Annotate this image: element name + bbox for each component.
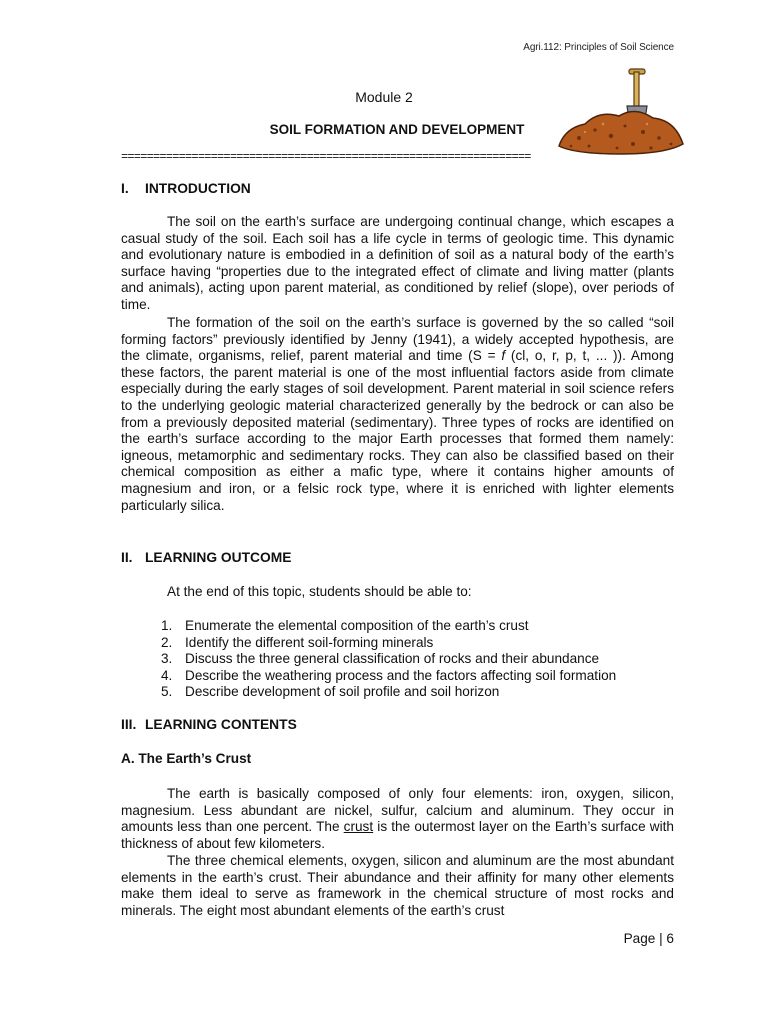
running-header: Agri.112: Principles of Soil Science [523,42,674,53]
intro-paragraph-2: The formation of the soil on the earth’s surface is governed by the so called “soil forming factors” previously identified by Jenny (1941), a widely accepted hypothesis, are the climate, organisms, relief, parent material and time (S = f (cl, o, r, p, t, ... )). Among these factors, the parent material is one of the most influential factors aside from climate especially during the early stages of soil development. Parent material in soil science refers to the underlying geologic material characterized generally by the bedrock or can also be from a previously deposited material (sedimentary). Three types of rocks are identified on the earth’s surface according to the major Earth processes that formed them namely: igneous, metamorphic and sedimentary rocks. They can also be classified based on their chemical composition as either a mafic type, where it contains higher amounts of magnesium and iron, or a felsic rock type, where it is enriched with lighter elements particularly silica. [121,315,674,513]
section-number: II. [121,550,133,565]
intro-paragraph-1: The soil on the earth’s surface are undergoing continual change, which escapes a casual study of the soil. Each soil has a life cycle in terms of geologic time. This dynamic and evolutionary nature is embodied in a definition of soil as a natural body of the earth’s surface having “properties due to the integrated effect of climate and living matter (plants and animals), acting upon parent material, as conditioned by relief (slope), over periods of time. [121,214,674,312]
list-item: 2. Identify the different soil-forming minerals [161,634,434,650]
term-crust: crust [343,819,374,835]
module-title: SOIL FORMATION AND DEVELOPMENT [269,122,525,137]
page-number: Page | 6 [623,931,674,946]
title-rule: ================================================================ [121,150,531,164]
section-title: LEARNING OUTCOME [145,550,292,565]
outcome-lead: At the end of this topic, students should be able to: [167,584,472,599]
section-number: I. [121,181,129,196]
section-heading-learning-outcome [121,550,291,565]
subsection-heading-earths-crust: A. The Earth’s Crust [121,751,252,766]
section-heading-introduction [121,181,251,196]
list-item: 3. Discuss the three general classification of rocks and their abundance [161,651,600,667]
section-number: III. [121,717,137,732]
section-title: LEARNING CONTENTS [145,717,297,732]
list-item: 5. Describe development of soil profile and soil horizon [161,684,500,700]
section-heading-learning-contents [121,717,297,732]
soil-pile-with-shovel-icon [555,66,687,156]
module-label: Module 2 [355,89,413,105]
crust-paragraph-1: The earth is basically composed of only four elements: iron, oxygen, silicon, magnesium. Less abundant are nickel, sulfur, calcium and aluminum. They occur in amounts less than one percent. The crust is the outermost layer on the Earth’s surface with thickness of about few kilometers. [121,786,674,851]
section-title: INTRODUCTION [145,181,251,196]
list-item: 4. Describe the weathering process and the factors affecting soil formation [161,667,617,683]
outcome-list [121,618,681,701]
list-item: 1. Enumerate the elemental composition of the earth’s crust [161,618,529,633]
crust-paragraph-2: The three chemical elements, oxygen, silicon and aluminum are the most abundant elements in the earth’s crust. Their abundance and their affinity for many other elements make them ideal to serve as framework in the chemical structure of most rocks and minerals. The eight most abundant elements of the earth’s crust [121,853,674,918]
